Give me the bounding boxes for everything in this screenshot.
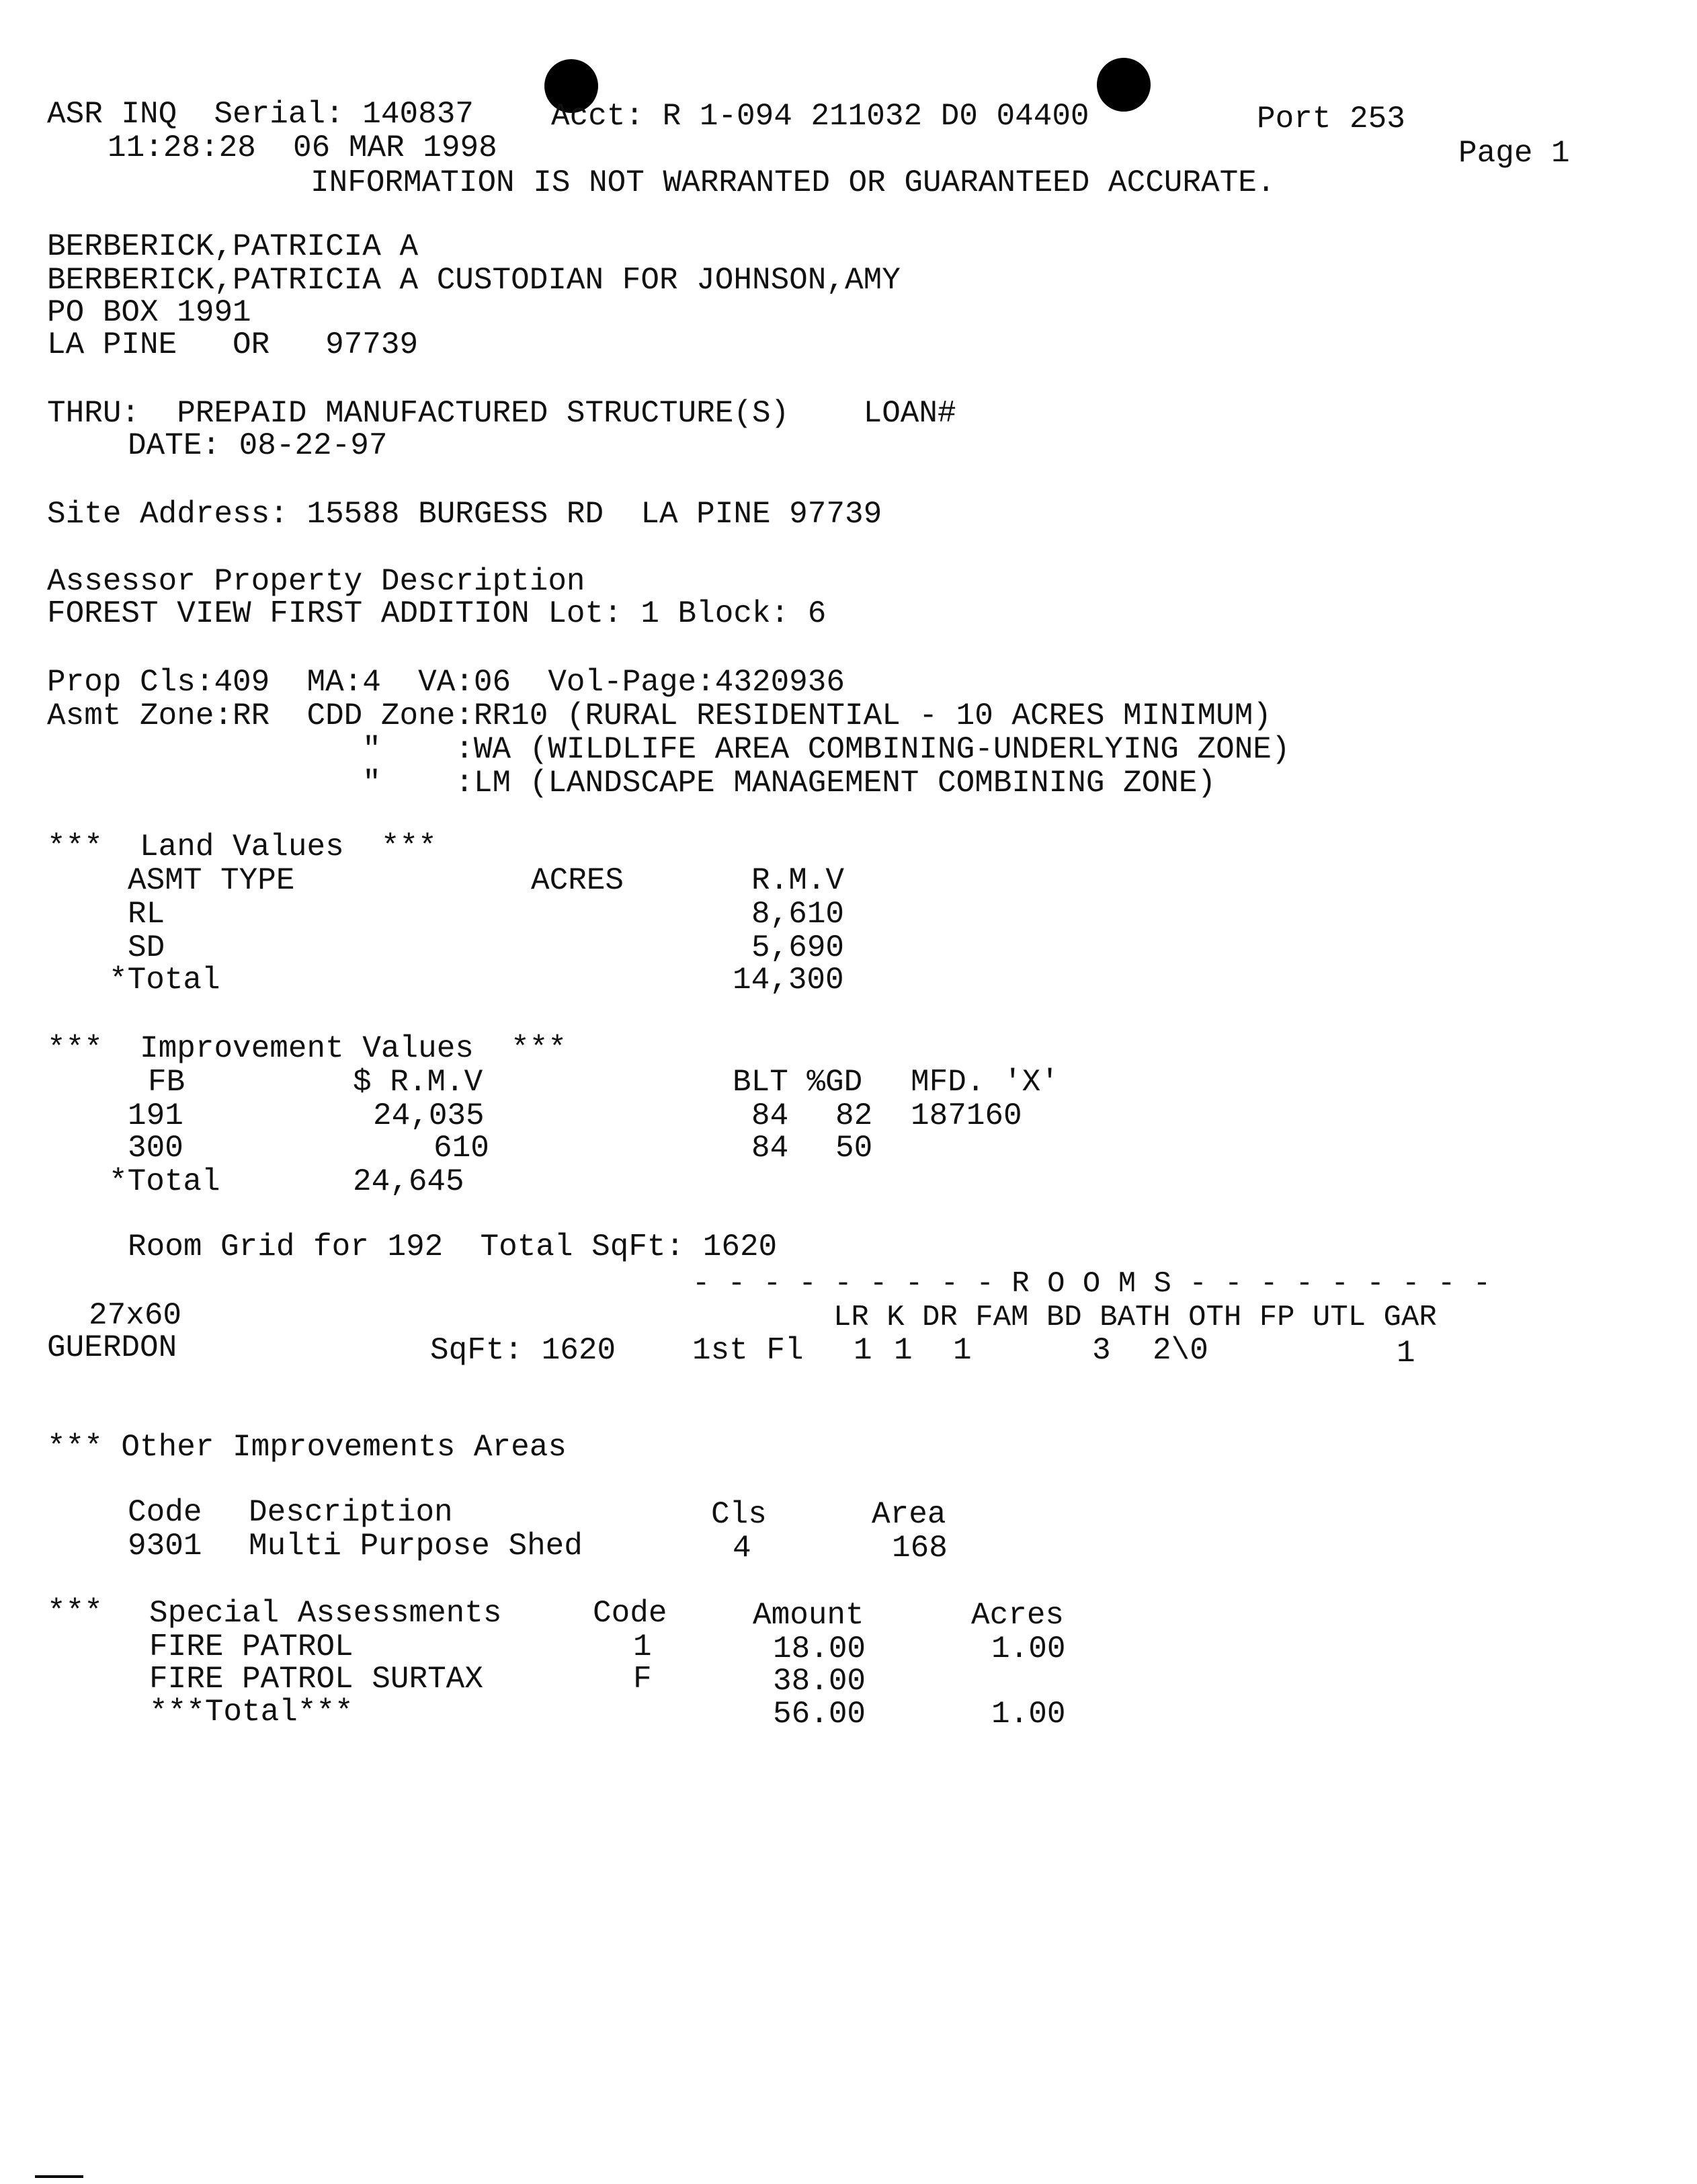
property-description-heading: Assessor Property Description	[47, 564, 585, 599]
property-description-text: FOREST VIEW FIRST ADDITION Lot: 1 Block: 6	[47, 596, 827, 631]
other-improvements-heading: *** Other Improvements Areas	[47, 1430, 567, 1465]
room-col-headers: LR K DR FAM BD BATH OTH FP UTL GAR	[833, 1301, 1437, 1334]
improvement-row-gd: 82	[835, 1098, 873, 1133]
room-floor: 1st Fl	[692, 1333, 804, 1368]
room-size: 27x60	[89, 1298, 182, 1333]
improvement-col-fb: FB	[148, 1065, 185, 1100]
land-total-rmv: 14,300	[733, 963, 844, 998]
scan-edge-mark	[35, 2175, 83, 2178]
improvement-row-fb: 300	[128, 1131, 183, 1166]
special-row-amount: 18.00	[773, 1631, 866, 1666]
room-maker: GUERDON	[47, 1330, 177, 1365]
other-col-code: Code	[128, 1495, 202, 1530]
improvement-row-rmv: 610	[433, 1131, 489, 1166]
special-total-amount: 56.00	[773, 1697, 866, 1732]
rooms-banner: - - - - - - - - - R O O M S - - - - - - - - -	[692, 1267, 1491, 1301]
header-account: Acct: R 1-094 211032 D0 04400	[551, 99, 1089, 134]
land-row-rmv: 5,690	[751, 930, 845, 965]
owner-name: BERBERICK,PATRICIA A	[47, 229, 419, 264]
other-row-cls: 4	[733, 1531, 751, 1566]
special-row-acres: 1.00	[991, 1631, 1066, 1666]
other-col-cls: Cls	[711, 1497, 767, 1532]
land-total-label: *Total	[109, 963, 220, 998]
room-lr: 1	[854, 1333, 872, 1368]
room-bath: 2\0	[1153, 1333, 1208, 1368]
special-row-amount: 38.00	[773, 1664, 866, 1699]
improvement-row-fb: 191	[128, 1098, 183, 1133]
improvement-row-mfd: 187160	[911, 1098, 1022, 1133]
owner-custodian: BERBERICK,PATRICIA A CUSTODIAN FOR JOHNSON,AMY	[47, 263, 901, 298]
thru-date: DATE: 08-22-97	[128, 428, 388, 463]
other-row-code: 9301	[128, 1529, 202, 1564]
special-assessments-stars: ***	[47, 1594, 103, 1629]
thru-line: THRU: PREPAID MANUFACTURED STRUCTURE(S) LOAN#	[47, 396, 956, 431]
other-col-area: Area	[872, 1497, 946, 1532]
special-row-name: FIRE PATROL SURTAX	[149, 1662, 483, 1697]
special-row-name: FIRE PATROL	[149, 1629, 354, 1664]
special-col-acres: Acres	[971, 1598, 1065, 1633]
other-col-description: Description	[249, 1495, 453, 1530]
special-total-label: ***Total***	[149, 1695, 354, 1730]
land-row-type: SD	[128, 930, 165, 965]
room-grid-title: Room Grid for 192 Total SqFt: 1620	[128, 1229, 778, 1264]
owner-po-box: PO BOX 1991	[47, 295, 251, 330]
improvement-col-rmv: $ R.M.V	[353, 1065, 483, 1100]
improvement-row-blt: 84	[751, 1098, 789, 1133]
room-bd: 3	[1092, 1333, 1111, 1368]
room-dr: 1	[953, 1333, 972, 1368]
special-row-code: 1	[633, 1629, 652, 1664]
room-utl: 1	[1397, 1336, 1415, 1371]
owner-city-state-zip: LA PINE OR 97739	[47, 327, 419, 362]
land-values-heading: *** Land Values ***	[47, 830, 437, 864]
punch-hole-mark-right	[1097, 58, 1151, 112]
improvement-row-gd: 50	[835, 1131, 873, 1166]
page-number: Page 1	[1458, 136, 1570, 171]
header-port: Port 253	[1257, 102, 1405, 136]
room-sqft: SqFt: 1620	[430, 1333, 616, 1368]
site-address: Site Address: 15588 BURGESS RD LA PINE 97739	[47, 497, 882, 532]
land-col-asmt-type: ASMT TYPE	[128, 863, 295, 898]
improvement-col-blt-gd: BLT %GD	[733, 1065, 863, 1100]
zone-wa-line: " :WA (WILDLIFE AREA COMBINING-UNDERLYING ZONE)	[47, 732, 1290, 767]
asmt-zone-line: Asmt Zone:RR CDD Zone:RR10 (RURAL RESIDENTIAL - 10 ACRES MINIMUM)	[47, 698, 1272, 733]
zone-lm-line: " :LM (LANDSCAPE MANAGEMENT COMBINING ZONE)	[47, 766, 1216, 801]
other-row-description: Multi Purpose Shed	[249, 1529, 583, 1564]
special-col-code: Code	[593, 1596, 667, 1631]
land-row-rmv: 8,610	[751, 897, 845, 932]
improvement-total-label: *Total	[109, 1164, 220, 1199]
special-row-code: F	[633, 1662, 652, 1697]
land-col-acres: ACRES	[531, 863, 624, 898]
room-k: 1	[894, 1333, 913, 1368]
improvement-values-heading: *** Improvement Values ***	[47, 1031, 567, 1066]
improvement-row-blt: 84	[751, 1131, 789, 1166]
disclaimer: INFORMATION IS NOT WARRANTED OR GUARANTEED ACCURATE.	[311, 165, 1276, 200]
land-row-type: RL	[128, 897, 165, 932]
special-total-acres: 1.00	[991, 1697, 1066, 1732]
header-time-date: 11:28:28 06 MAR 1998	[108, 130, 497, 165]
prop-class-line: Prop Cls:409 MA:4 VA:06 Vol-Page:4320936	[47, 665, 845, 700]
improvement-col-mfd: MFD. 'X'	[911, 1065, 1059, 1100]
land-col-rmv: R.M.V	[751, 863, 845, 898]
improvement-total-rmv: 24,645	[353, 1164, 464, 1199]
header-serial: ASR INQ Serial: 140837	[47, 97, 474, 132]
improvement-row-rmv: 24,035	[373, 1098, 485, 1133]
special-col-amount: Amount	[753, 1598, 864, 1633]
other-row-area: 168	[892, 1531, 948, 1566]
special-assessments-heading: Special Assessments	[149, 1596, 502, 1631]
